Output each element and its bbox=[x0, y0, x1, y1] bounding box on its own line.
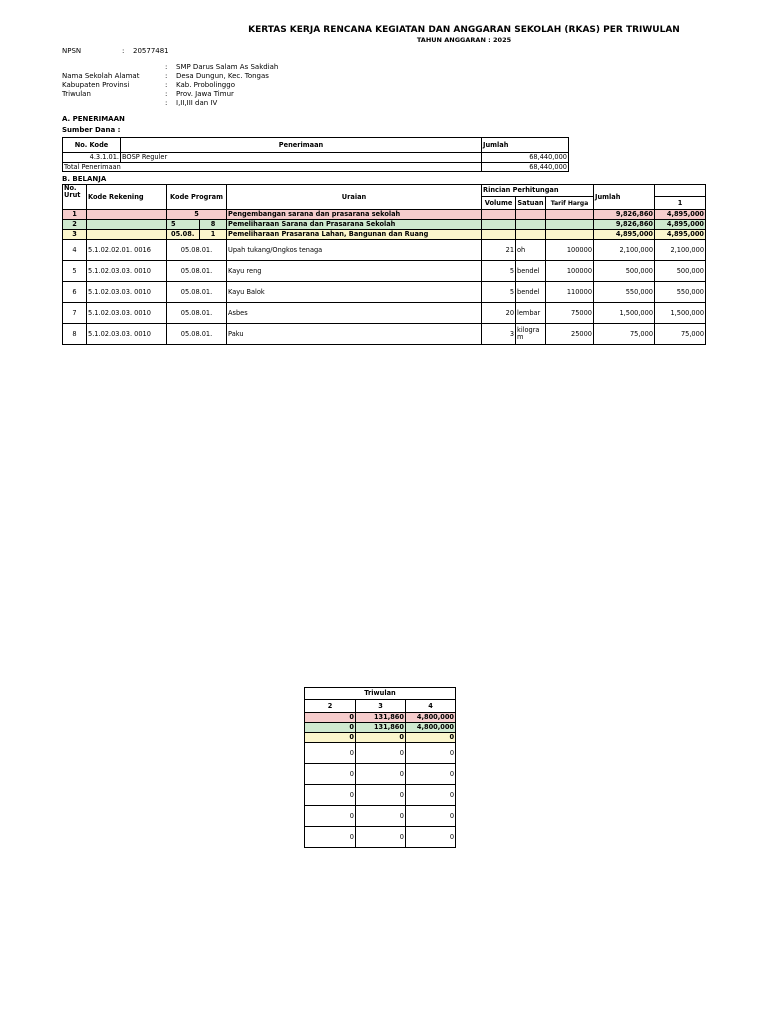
table-row bbox=[305, 743, 456, 764]
page-title: KERTAS KERJA RENCANA KEGIATAN DAN ANGGARAN SEKOLAH (RKAS) PER TRIWULAN bbox=[248, 25, 680, 35]
row-satuan bbox=[516, 210, 546, 220]
triwulan-3-cell: 0 bbox=[356, 733, 406, 743]
triwulan-3-cell: 0 bbox=[356, 806, 406, 827]
triwulan-4-cell: 0 bbox=[406, 785, 456, 806]
npsn-separator: : bbox=[122, 47, 125, 55]
section-belanja: B. BELANJA bbox=[62, 175, 107, 183]
row-program: 05.08.01. bbox=[167, 324, 227, 345]
info-sep: : bbox=[165, 63, 168, 71]
row-tarif: 100000 bbox=[546, 240, 594, 261]
triwulan-4-cell: 4,800,000 bbox=[406, 713, 456, 723]
table-row bbox=[63, 282, 706, 303]
table-row bbox=[63, 210, 706, 220]
header-uraian: Uraian bbox=[227, 185, 482, 210]
row-triwulan-1: 4,895,000 bbox=[655, 210, 706, 220]
header-triwulan-blank bbox=[655, 185, 706, 197]
school-address: Desa Dungun, Kec. Tongas bbox=[176, 72, 269, 80]
row-program-sub: 8 bbox=[200, 220, 227, 230]
row-program: 5 bbox=[167, 220, 200, 230]
table-row bbox=[305, 806, 456, 827]
row-volume bbox=[482, 210, 516, 220]
triwulan-2-cell: 0 bbox=[305, 733, 356, 743]
info-values bbox=[176, 63, 278, 108]
triwulan-2-cell: 0 bbox=[305, 723, 356, 733]
total-value: 68,440,000 bbox=[482, 163, 569, 172]
row-triwulan-1: 4,895,000 bbox=[655, 220, 706, 230]
row-triwulan-1: 75,000 bbox=[655, 324, 706, 345]
info-labels bbox=[62, 72, 139, 99]
table-row bbox=[63, 230, 706, 240]
npsn-label: NPSN bbox=[62, 47, 82, 55]
row-tarif: 25000 bbox=[546, 324, 594, 345]
row-no: 1 bbox=[63, 210, 87, 220]
row-program: 05.08.01. bbox=[167, 303, 227, 324]
table-row bbox=[305, 723, 456, 733]
row-tarif bbox=[546, 210, 594, 220]
npsn-value: 20577481 bbox=[133, 47, 169, 55]
triwulan-3-cell: 131,860 bbox=[356, 713, 406, 723]
row-no: 5 bbox=[63, 261, 87, 282]
row-rekening: 5.1.02.03.03. 0010 bbox=[87, 324, 167, 345]
row-rekening bbox=[87, 210, 167, 220]
row-satuan: oh bbox=[516, 240, 546, 261]
row-rekening bbox=[87, 220, 167, 230]
header-jumlah: Jumlah bbox=[594, 185, 655, 210]
triwulan-4-cell: 4,800,000 bbox=[406, 723, 456, 733]
row-no: 8 bbox=[63, 324, 87, 345]
row-program: 05.08. bbox=[167, 230, 200, 240]
header-volume: Volume bbox=[482, 197, 516, 210]
row-no: 2 bbox=[63, 220, 87, 230]
table-row bbox=[305, 764, 456, 785]
table-row bbox=[305, 785, 456, 806]
triwulan-value: I,II,III dan IV bbox=[176, 99, 218, 107]
header-satuan: Satuan bbox=[516, 197, 546, 210]
row-volume: 3 bbox=[482, 324, 516, 345]
info-sep: : bbox=[165, 99, 168, 107]
info-sep: : bbox=[165, 90, 168, 98]
total-label: Total Penerimaan bbox=[63, 163, 482, 172]
budget-year: TAHUN ANGGARAN : 2025 bbox=[416, 36, 512, 44]
row-no: 3 bbox=[63, 230, 87, 240]
info-label-school: Nama Sekolah Alamat bbox=[62, 72, 140, 80]
row-no: 4 bbox=[63, 240, 87, 261]
table-row bbox=[63, 261, 706, 282]
table-row bbox=[63, 240, 706, 261]
triwulan-2-cell: 0 bbox=[305, 764, 356, 785]
row-volume bbox=[482, 220, 516, 230]
triwulan-3-cell: 0 bbox=[356, 764, 406, 785]
row-uraian: Kayu reng bbox=[227, 261, 482, 282]
triwulan-table bbox=[304, 687, 456, 848]
row-satuan bbox=[516, 220, 546, 230]
row-rekening bbox=[87, 230, 167, 240]
row-program-sub: 1 bbox=[200, 230, 227, 240]
table-row bbox=[305, 827, 456, 848]
table-row bbox=[305, 733, 456, 743]
regency: Kab. Probolinggo bbox=[176, 81, 235, 89]
triwulan-3-cell: 0 bbox=[356, 743, 406, 764]
info-sep: : bbox=[165, 81, 168, 89]
header-triwulan-4: 4 bbox=[406, 700, 456, 713]
row-jumlah: 550,000 bbox=[594, 282, 655, 303]
triwulan-2-cell: 0 bbox=[305, 785, 356, 806]
table-row bbox=[63, 220, 706, 230]
row-triwulan-1: 550,000 bbox=[655, 282, 706, 303]
triwulan-2-cell: 0 bbox=[305, 806, 356, 827]
row-triwulan-1: 500,000 bbox=[655, 261, 706, 282]
info-separators bbox=[165, 63, 167, 108]
triwulan-4-cell: 0 bbox=[406, 743, 456, 764]
row-program: 05.08.01. bbox=[167, 282, 227, 303]
row-uraian: Kayu Balok bbox=[227, 282, 482, 303]
header-no-urut: No. Urut bbox=[63, 185, 87, 210]
belanja-table bbox=[62, 184, 706, 345]
row-jumlah: 9,826,860 bbox=[594, 210, 655, 220]
row-uraian: Pengembangan sarana dan prasarana sekolah bbox=[227, 210, 482, 220]
table-row bbox=[63, 324, 706, 345]
row-jumlah: 2,100,000 bbox=[594, 240, 655, 261]
section-penerimaan: A. PENERIMAAN bbox=[62, 115, 125, 123]
row-jumlah: 9,826,860 bbox=[594, 220, 655, 230]
triwulan-2-cell: 0 bbox=[305, 827, 356, 848]
row-tarif bbox=[546, 230, 594, 240]
table-row bbox=[305, 713, 456, 723]
triwulan-2-cell: 0 bbox=[305, 743, 356, 764]
header-jumlah: Jumlah bbox=[482, 138, 569, 153]
triwulan-3-cell: 0 bbox=[356, 785, 406, 806]
row-volume: 21 bbox=[482, 240, 516, 261]
header-kode-rekening: Kode Rekening bbox=[87, 185, 167, 210]
row-volume: 20 bbox=[482, 303, 516, 324]
row-program: 5 bbox=[167, 210, 227, 220]
header-triwulan-3: 3 bbox=[356, 700, 406, 713]
row-satuan: lembar bbox=[516, 303, 546, 324]
triwulan-2-cell: 0 bbox=[305, 713, 356, 723]
row-rekening: 5.1.02.03.03. 0010 bbox=[87, 303, 167, 324]
row-uraian: Pemeliharaan Sarana dan Prasarana Sekolah bbox=[227, 220, 482, 230]
row-volume bbox=[482, 230, 516, 240]
triwulan-4-cell: 0 bbox=[406, 806, 456, 827]
header-rincian: Rincian Perhitungan bbox=[482, 185, 594, 197]
triwulan-3-cell: 131,860 bbox=[356, 723, 406, 733]
row-satuan: kilogra m bbox=[516, 324, 546, 345]
row-rekening: 5.1.02.03.03. 0010 bbox=[87, 282, 167, 303]
row-tarif: 75000 bbox=[546, 303, 594, 324]
row-tarif bbox=[546, 220, 594, 230]
row-no: 6 bbox=[63, 282, 87, 303]
triwulan-4-cell: 0 bbox=[406, 764, 456, 785]
triwulan-4-cell: 0 bbox=[406, 733, 456, 743]
row-program: 05.08.01. bbox=[167, 261, 227, 282]
row-triwulan-1: 1,500,000 bbox=[655, 303, 706, 324]
total-row bbox=[63, 163, 569, 172]
header-tarif: Tarif Harga bbox=[546, 197, 594, 210]
penerimaan-name-cell: BOSP Reguler bbox=[121, 153, 482, 163]
row-tarif: 100000 bbox=[546, 261, 594, 282]
table-row bbox=[63, 303, 706, 324]
header-kode-program: Kode Program bbox=[167, 185, 227, 210]
row-volume: 5 bbox=[482, 282, 516, 303]
info-label-triwulan: Triwulan bbox=[62, 90, 91, 98]
penerimaan-table bbox=[62, 137, 569, 172]
row-tarif: 110000 bbox=[546, 282, 594, 303]
table-row bbox=[63, 153, 569, 163]
header-penerimaan: Penerimaan bbox=[121, 138, 482, 153]
row-uraian: Upah tukang/Ongkos tenaga bbox=[227, 240, 482, 261]
row-no: 7 bbox=[63, 303, 87, 324]
row-jumlah: 500,000 bbox=[594, 261, 655, 282]
info-sep: : bbox=[165, 72, 168, 80]
row-satuan: bendel bbox=[516, 282, 546, 303]
triwulan-4-cell: 0 bbox=[406, 827, 456, 848]
row-triwulan-1: 4,895,000 bbox=[655, 230, 706, 240]
kode-cell: 4.3.1.01. bbox=[63, 153, 121, 163]
row-uraian: Paku bbox=[227, 324, 482, 345]
row-program: 05.08.01. bbox=[167, 240, 227, 261]
header-triwulan: Triwulan bbox=[305, 688, 456, 700]
row-triwulan-1: 2,100,000 bbox=[655, 240, 706, 261]
row-jumlah: 75,000 bbox=[594, 324, 655, 345]
school-name: SMP Darus Salam As Sakdiah bbox=[176, 63, 279, 71]
row-jumlah: 4,895,000 bbox=[594, 230, 655, 240]
row-uraian: Pemeliharaan Prasarana Lahan, Bangunan dan Ruang bbox=[227, 230, 482, 240]
header-triwulan-2: 2 bbox=[305, 700, 356, 713]
jumlah-cell: 68,440,000 bbox=[482, 153, 569, 163]
triwulan-3-cell: 0 bbox=[356, 827, 406, 848]
sumber-dana-label: Sumber Dana : bbox=[62, 126, 121, 134]
row-rekening: 5.1.02.02.01. 0016 bbox=[87, 240, 167, 261]
row-uraian: Asbes bbox=[227, 303, 482, 324]
info-label-region: Kabupaten Provinsi bbox=[62, 81, 130, 89]
row-satuan: bendel bbox=[516, 261, 546, 282]
header-no-kode: No. Kode bbox=[63, 138, 121, 153]
province: Prov. Jawa Timur bbox=[176, 90, 234, 98]
row-volume: 5 bbox=[482, 261, 516, 282]
row-jumlah: 1,500,000 bbox=[594, 303, 655, 324]
row-satuan bbox=[516, 230, 546, 240]
header-triwulan-1: 1 bbox=[655, 197, 706, 210]
row-rekening: 5.1.02.03.03. 0010 bbox=[87, 261, 167, 282]
